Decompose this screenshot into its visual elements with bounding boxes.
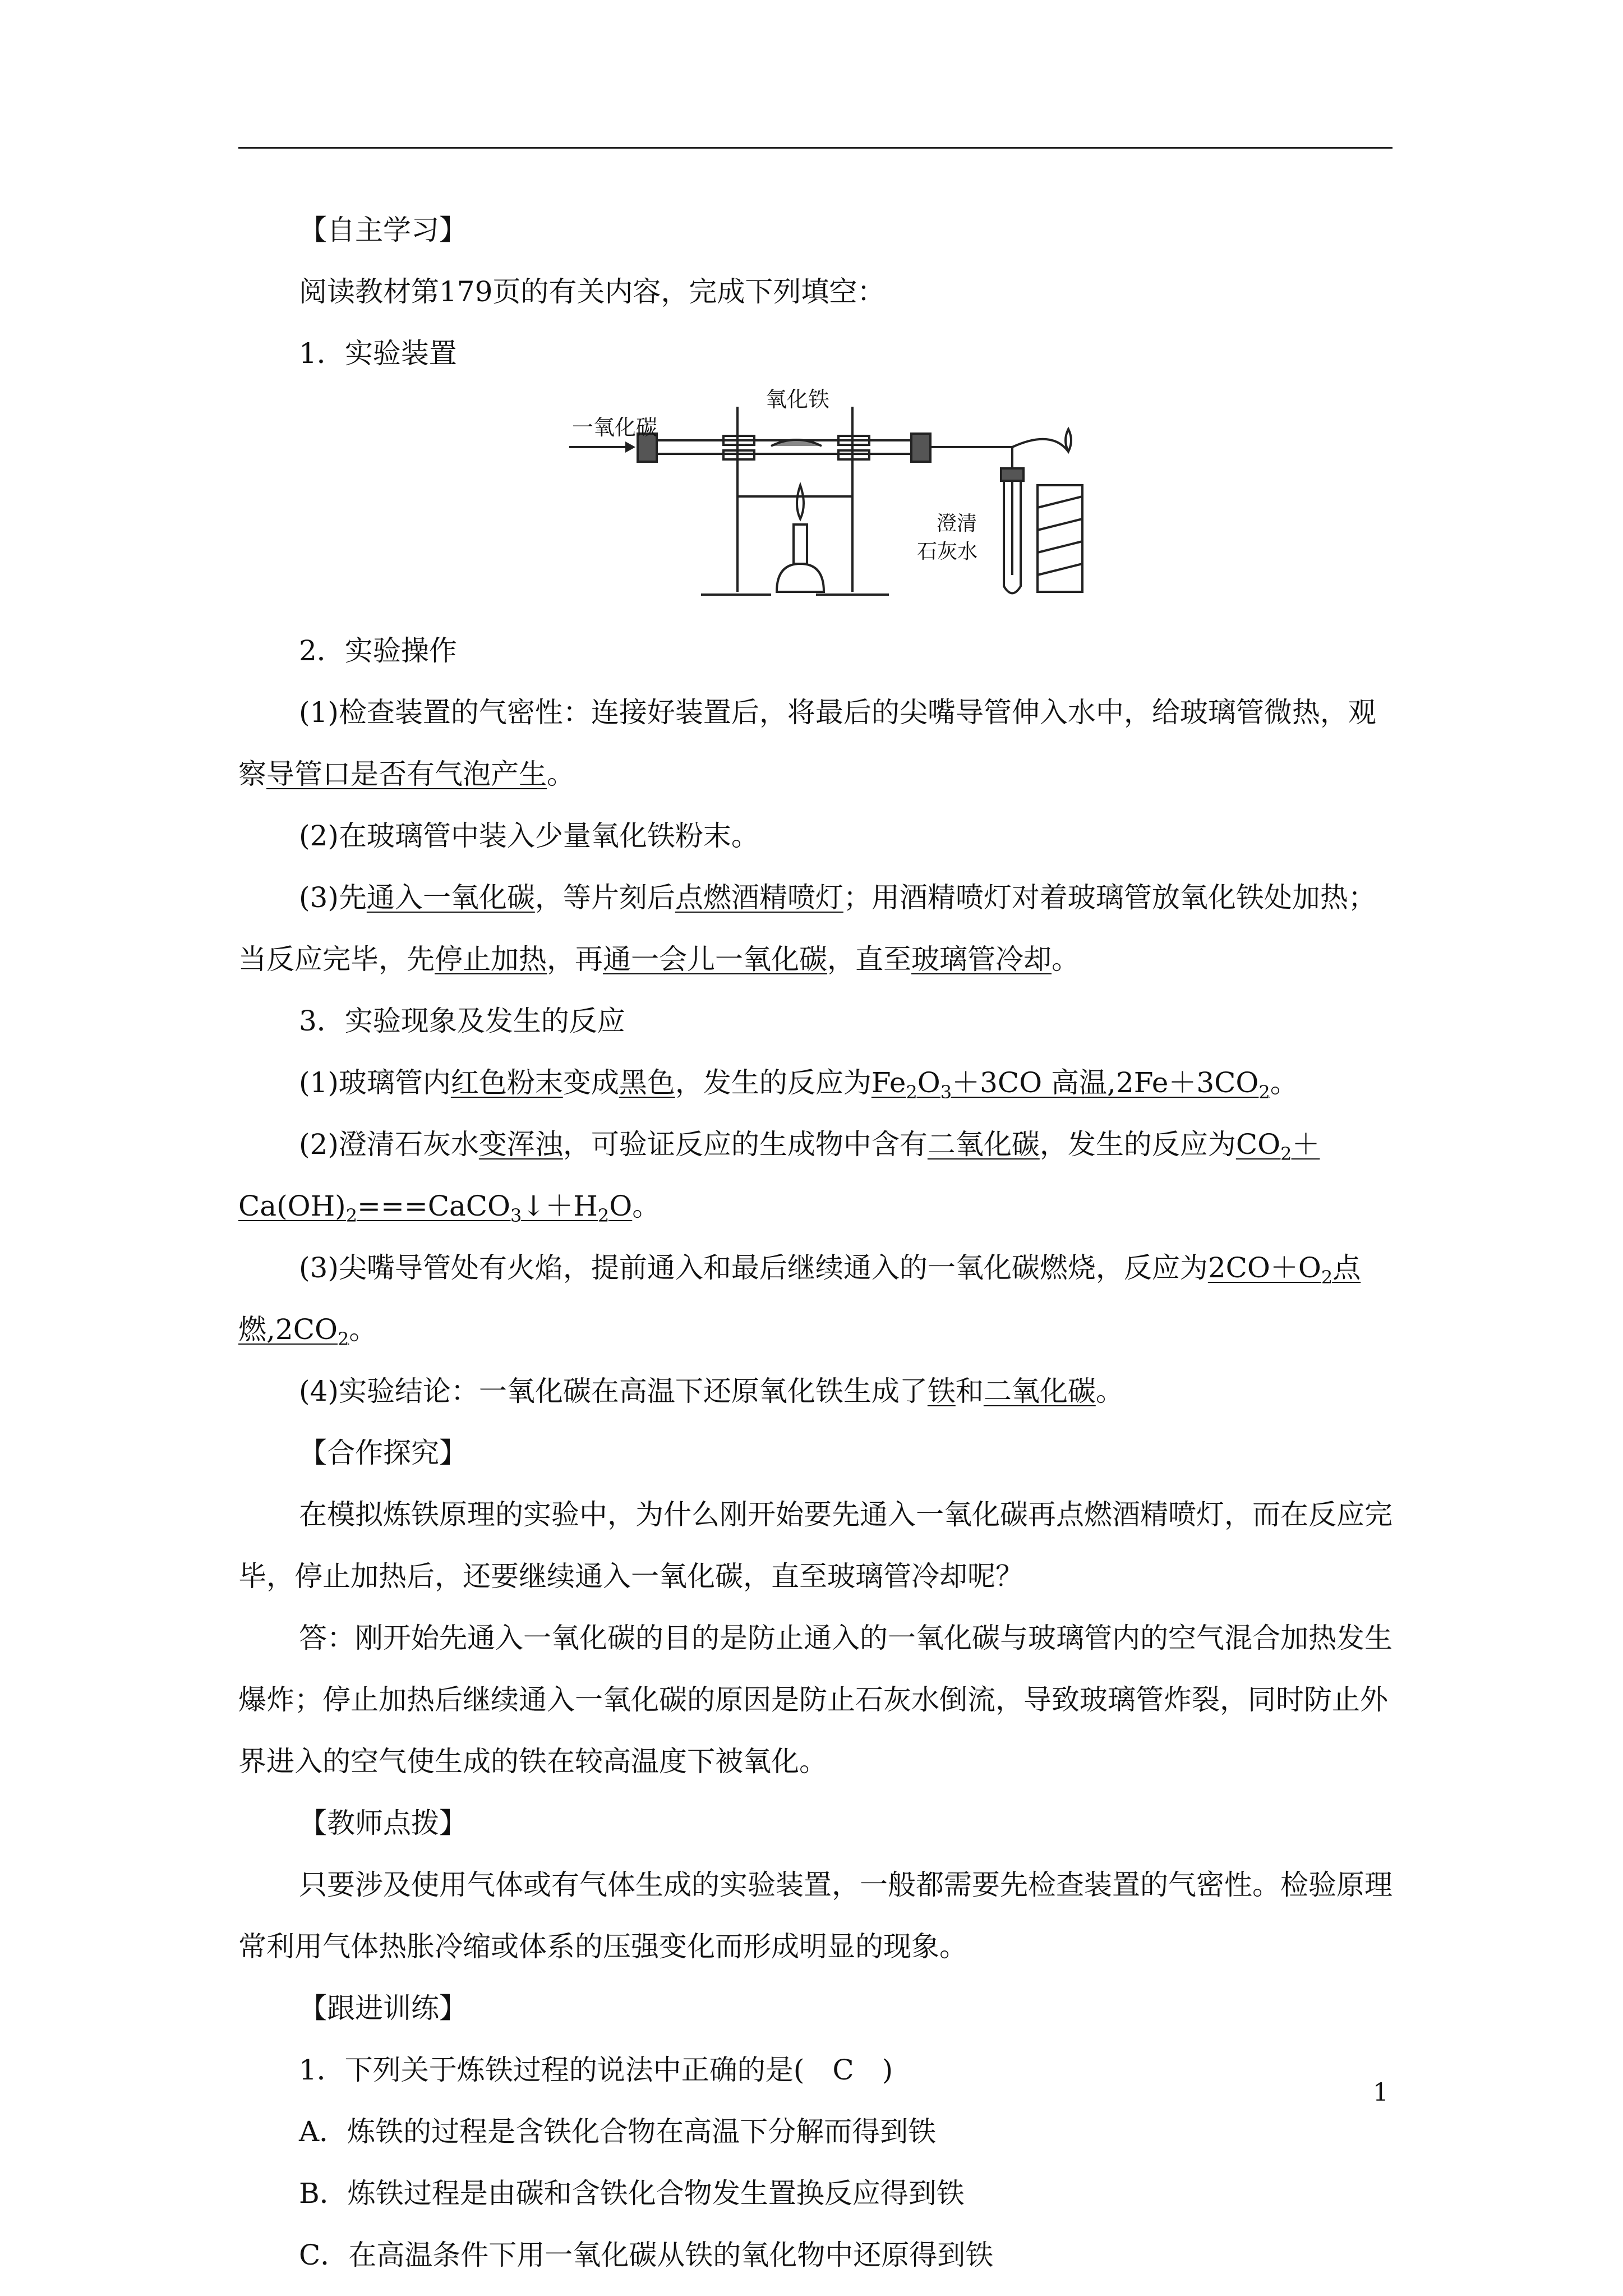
answer-blank: 通入一氧化碳 <box>366 881 535 914</box>
equation: $2CO+O_2$点燃$,2CO_2$ <box>238 1251 1361 1350</box>
label-limewater-2: 石灰水 <box>917 540 978 563</box>
section-self-study-heading: 【自主学习】 <box>299 214 467 246</box>
apparatus-figure <box>238 384 1393 620</box>
answer-blank: 红色粉末 <box>450 1066 563 1099</box>
operation-1: (1)检查装置的气密性：连接好装置后，将最后的尖嘴导管伸入水中，给玻璃管微热，观察导管口是否有气泡产生。 <box>238 696 1376 790</box>
equation: $Fe_2O_3+3CO$ 高温$,2Fe+3CO_2$ <box>871 1066 1270 1103</box>
label-limewater-1: 澄清 <box>937 512 978 535</box>
item1-title: 1．实验装置 <box>299 337 457 370</box>
answer-blank: 铁 <box>927 1375 956 1407</box>
answer-blank: 导管口是否有气泡产生 <box>266 758 547 790</box>
equation: $CO_2+Ca(OH)_2===CaCO_3↓+H_2O$ <box>238 1128 1320 1226</box>
answer-blank: 停止加热 <box>435 943 547 976</box>
content <box>238 199 1393 2286</box>
answer-blank: 二氧化碳 <box>983 1375 1096 1407</box>
explore-question: 在模拟炼铁原理的实验中，为什么刚开始要先通入一氧化碳再点燃酒精喷灯，而在反应完毕，停止加热后，还要继续通入一氧化碳，直至玻璃管冷却呢？ <box>238 1498 1393 1593</box>
apparatus-diagram <box>569 384 1085 614</box>
option-c: C．在高温条件下用一氧化碳从铁的氧化物中还原得到铁 <box>299 2239 994 2271</box>
label-fe2o3: 氧化铁 <box>766 387 830 412</box>
question-1-stem: 1．下列关于炼铁过程的说法中正确的是( C ) <box>299 2054 893 2086</box>
answer-blank: 变浑浊 <box>478 1128 563 1161</box>
operation-2: (2)在玻璃管中装入少量氧化铁粉末。 <box>299 820 759 852</box>
section-practice-heading: 【跟进训练】 <box>299 1992 467 2024</box>
page-number: 1 <box>1373 2078 1389 2107</box>
phenomenon-1: (1)玻璃管内红色粉末变成黑色，发生的反应为$Fe_2O_3+3CO$ 高温$,2Fe+3CO_2$。 <box>299 1066 1298 1103</box>
item3-title: 3．实验现象及发生的反应 <box>299 1005 625 1037</box>
answer-blank: 黑色 <box>619 1066 675 1099</box>
teacher-text: 只要涉及使用气体或有气体生成的实验装置，一般都需要先检查装置的气密性。检验原理常利用气体热胀冷缩或体系的压强变化而形成明显的现象。 <box>238 1869 1393 1963</box>
header-rule <box>238 147 1393 149</box>
section-teacher-heading: 【教师点拨】 <box>299 1807 467 1839</box>
answer-blank: 玻璃管冷却 <box>911 943 1052 976</box>
answer-blank: 通一会儿一氧化碳 <box>603 943 827 976</box>
option-a: A．炼铁的过程是含铁化合物在高温下分解而得到铁 <box>299 2115 937 2148</box>
phenomenon-3: (3)尖嘴导管处有火焰，提前通入和最后继续通入的一氧化碳燃烧，反应为$2CO+O_2$点燃$,2CO_2$。 <box>238 1251 1361 1350</box>
item2-title: 2．实验操作 <box>299 634 457 667</box>
answer-blank: 点燃酒精喷灯 <box>675 881 843 914</box>
answer-blank: 二氧化碳 <box>927 1128 1040 1161</box>
intro-text: 阅读教材第179页的有关内容，完成下列填空： <box>299 275 886 308</box>
phenomenon-2: (2)澄清石灰水变浑浊，可验证反应的生成物中含有二氧化碳，发生的反应为$CO_2+Ca(OH)_2===CaCO_3↓+H_2O$。 <box>238 1128 1320 1226</box>
operation-3: (3)先通入一氧化碳，等片刻后点燃酒精喷灯；用酒精喷灯对着玻璃管放氧化铁处加热；当反应完毕，先停止加热，再通一会儿一氧化碳，直至玻璃管冷却。 <box>238 881 1376 976</box>
label-co: 一氧化碳 <box>572 415 658 440</box>
phenomenon-4: (4)实验结论：一氧化碳在高温下还原氧化铁生成了铁和二氧化碳。 <box>299 1375 1124 1407</box>
section-explore-heading: 【合作探究】 <box>299 1437 467 1469</box>
explore-answer: 答：刚开始先通入一氧化碳的目的是防止通入的一氧化碳与玻璃管内的空气混合加热发生爆炸；停止加热后继续通入一氧化碳的原因是防止石灰水倒流，导致玻璃管炸裂，同时防止外界进入的空气使生成的铁在较高温度下被氧化。 <box>238 1622 1393 1778</box>
option-b: B．炼铁过程是由碳和含铁化合物发生置换反应得到铁 <box>299 2177 965 2210</box>
